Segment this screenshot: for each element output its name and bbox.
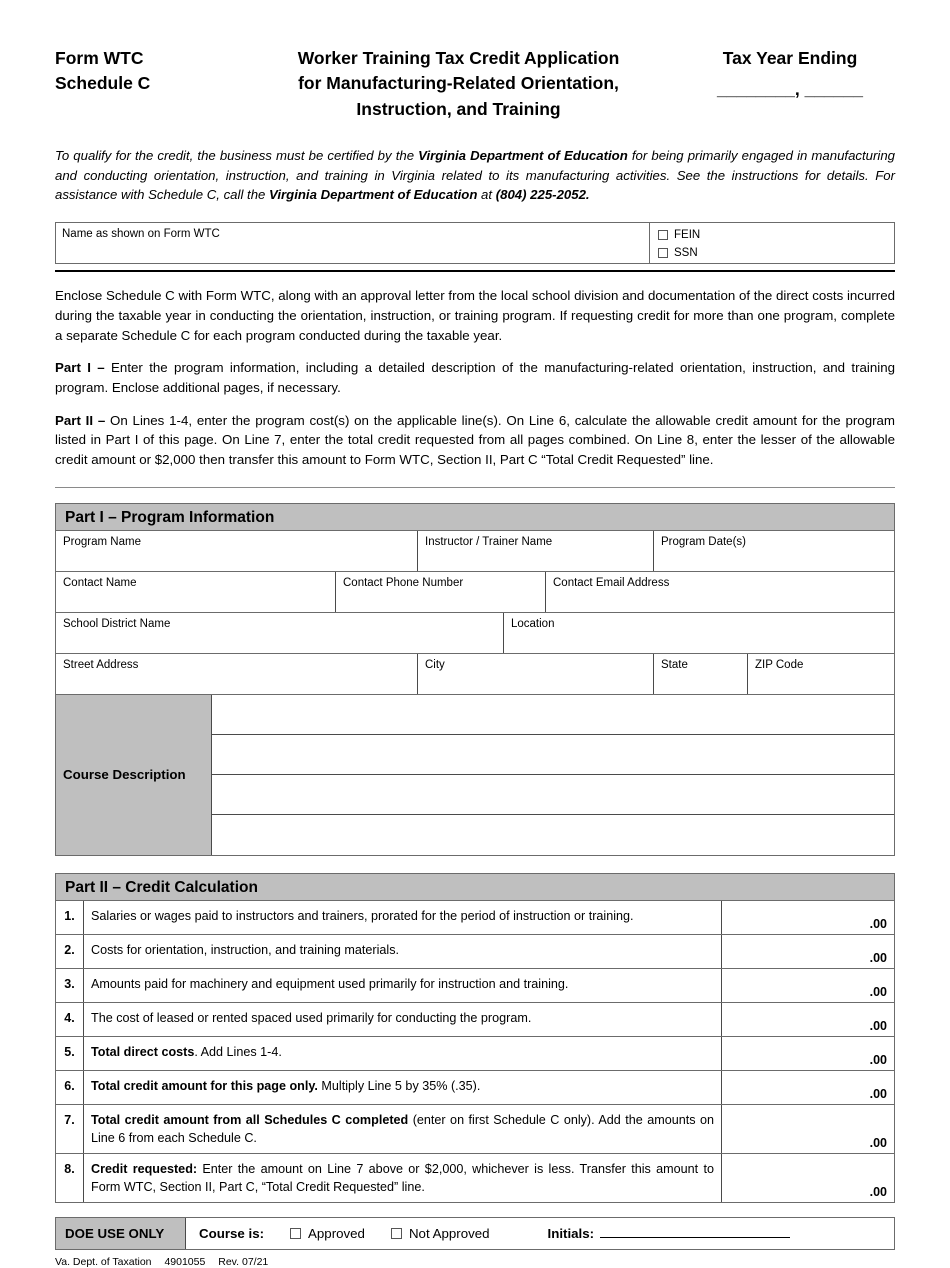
line-amount-suffix: .00: [869, 1135, 887, 1150]
part2-section: [55, 873, 895, 1203]
not-approved-checkbox[interactable]: [391, 1228, 402, 1239]
course-description-label: Course Description: [56, 695, 212, 855]
footnote-form-id: 4901055: [164, 1255, 206, 1268]
line-amount-suffix: .00: [869, 1086, 887, 1101]
initials-input-rule[interactable]: [600, 1226, 790, 1238]
part2-instructions-label: Part II –: [55, 412, 106, 428]
instructor-name-label: Instructor / Trainer Name: [425, 535, 553, 548]
fein-checkbox[interactable]: [658, 230, 668, 240]
course-description-input[interactable]: [212, 695, 894, 855]
line-number: 5.: [56, 1037, 84, 1070]
part1-row-contact: [56, 572, 894, 613]
program-name-label: Program Name: [63, 535, 141, 548]
contact-name-field[interactable]: [56, 572, 336, 612]
state-label: State: [661, 658, 688, 671]
name-field[interactable]: [56, 223, 649, 263]
intro-bold-2: Virginia Department of Education: [269, 186, 478, 202]
form-header: [55, 0, 895, 122]
part2-section-title: Part II – Credit Calculation: [56, 874, 894, 901]
part2-instructions-text: On Lines 1-4, enter the program cost(s) on the applicable line(s). On Line 6, calculate the allowable credit amount for the program listed in Part I of this page. On Line 7, enter the total credit requested from all pages combined. On Line 8, enter the lesser of the allowable credit amount or $2,000 then transfer this amount to Form WTC, Section II, Part C “Total Credit Requested” line.: [55, 412, 895, 468]
form-name-line1: Form WTC: [55, 48, 144, 68]
zip-code-field[interactable]: [748, 654, 894, 694]
line-description: [84, 969, 722, 1002]
line-number: 8.: [56, 1154, 84, 1202]
enclose-instructions: Enclose Schedule C with Form WTC, along with an approval letter from the local school division and documentation of the direct costs incurred during the taxable year in conducting the orientation, instruction, or training program. If requesting credit for more than one program, complete a separate Schedule C for each program conducted during the taxable year.: [55, 288, 895, 343]
street-address-label: Street Address: [63, 658, 139, 671]
header-divider: [55, 270, 895, 272]
line-amount-field[interactable]: [722, 935, 894, 968]
line-description-bold: Total credit amount for this page only.: [91, 1078, 318, 1093]
doe-use-only-label: DOE USE ONLY: [56, 1218, 186, 1249]
line-amount-suffix: .00: [869, 1018, 887, 1033]
approved-option[interactable]: [290, 1226, 365, 1241]
line-number: 4.: [56, 1003, 84, 1036]
intro-text-3: at: [477, 186, 496, 202]
table-row: [56, 1071, 894, 1105]
line-description: [84, 1037, 722, 1070]
form-name-line2: Schedule C: [55, 73, 151, 94]
line-amount-field[interactable]: [722, 1037, 894, 1070]
part1-row-program: [56, 531, 894, 572]
line-amount-field[interactable]: [722, 1071, 894, 1104]
doe-use-only-body: [186, 1226, 894, 1241]
line-amount-field[interactable]: [722, 1003, 894, 1036]
part1-row-district: [56, 613, 894, 654]
state-field[interactable]: [654, 654, 748, 694]
line-description-bold: Total direct costs: [91, 1044, 195, 1059]
initials-label: Initials:: [547, 1225, 595, 1241]
table-row: [56, 935, 894, 969]
line-amount-suffix: .00: [869, 1052, 887, 1067]
form-title-line1: Worker Training Tax Credit Application: [297, 48, 620, 68]
line-description-text: Multiply Line 5 by 35% (.35).: [317, 1078, 481, 1093]
line-description-text: The cost of leased or rented spaced used primarily for conducting the program.: [91, 1010, 532, 1025]
course-description-row: [56, 695, 894, 855]
city-label: City: [425, 658, 445, 671]
part1-row-address: [56, 654, 894, 695]
contact-name-label: Contact Name: [63, 576, 137, 589]
form-title-line2: for Manufacturing-Related Orientation,: [298, 73, 619, 94]
part1-instructions-text: Enter the program information, including a detailed description of the manufacturing-related orientation, instruction, and training program. Enclose additional pages, if necessary.: [55, 360, 895, 396]
intro-phone: (804) 225-2052.: [495, 186, 590, 202]
fein-label: FEIN: [674, 229, 701, 242]
form-footnote: [55, 1256, 895, 1268]
part2-instructions: [55, 411, 895, 470]
line-amount-field[interactable]: [722, 1154, 894, 1202]
line-amount-field[interactable]: [722, 901, 894, 934]
line-description-text: Enter the amount on Line 7 above or $2,000, whichever is less. Transfer this amount to Form WTC, Section II, Part C, “Total Credit Requested” line.: [91, 1161, 714, 1194]
line-description: [84, 901, 722, 934]
line-description: [84, 1071, 722, 1104]
course-description-line[interactable]: [212, 735, 894, 775]
intro-text-1: To qualify for the credit, the business must be certified by the: [55, 148, 419, 164]
ssn-label: SSN: [674, 247, 698, 260]
part1-instructions-label: Part I –: [55, 360, 105, 376]
ssn-option[interactable]: [658, 244, 894, 262]
taxpayer-name-box: [55, 222, 895, 264]
part1-instructions: [55, 358, 895, 397]
course-description-line[interactable]: [212, 815, 894, 855]
id-type-group: [649, 223, 894, 263]
footnote-revision: Rev. 07/21: [218, 1255, 269, 1268]
table-row: [56, 1105, 894, 1154]
line-number: 2.: [56, 935, 84, 968]
line-description: [84, 1003, 722, 1036]
location-label: Location: [511, 617, 555, 630]
intro-bold-1: Virginia Department of Education: [418, 148, 628, 164]
contact-email-field[interactable]: [546, 572, 894, 612]
line-number: 6.: [56, 1071, 84, 1104]
initials-field[interactable]: [548, 1226, 791, 1241]
tax-year-ending-label: Tax Year Ending: [722, 48, 858, 68]
line-amount-suffix: .00: [869, 916, 887, 931]
part1-section: [55, 503, 895, 856]
form-page: [55, 0, 895, 1268]
line-description-text: Costs for orientation, instruction, and training materials.: [91, 942, 399, 957]
program-name-field[interactable]: [56, 531, 418, 571]
line-number: 1.: [56, 901, 84, 934]
contact-phone-field[interactable]: [336, 572, 546, 612]
qualification-notice: [55, 146, 895, 204]
form-title: [240, 46, 685, 122]
ssn-checkbox[interactable]: [658, 248, 668, 258]
name-field-label: Name as shown on Form WTC: [62, 228, 220, 241]
line-description: [84, 1105, 722, 1153]
city-field[interactable]: [418, 654, 654, 694]
not-approved-label: Not Approved: [408, 1225, 490, 1241]
program-dates-field[interactable]: [654, 531, 894, 571]
zip-code-label: ZIP Code: [755, 658, 804, 671]
course-description-line[interactable]: [212, 695, 894, 735]
line-description-text: Amounts paid for machinery and equipment used primarily for instruction and training.: [91, 976, 569, 991]
line-description-text: (enter on first Schedule C only). Add the amounts on Line 6 from each Schedule C.: [91, 1112, 715, 1145]
doe-use-only-box: [55, 1217, 895, 1250]
form-title-line3: Instruction, and Training: [356, 98, 561, 119]
course-description-line[interactable]: [212, 775, 894, 815]
footnote-agency: Va. Dept. of Taxation: [55, 1255, 152, 1268]
form-identifier: [55, 46, 240, 97]
line-description: [84, 935, 722, 968]
line-description-text: Salaries or wages paid to instructors and trainers, prorated for the period of instruction or training.: [91, 908, 634, 923]
location-field[interactable]: [504, 613, 894, 653]
instructor-name-field[interactable]: [418, 531, 654, 571]
contact-phone-label: Contact Phone Number: [343, 576, 464, 589]
line-description-bold: Credit requested:: [91, 1161, 198, 1176]
tax-year-ending-block: [685, 46, 895, 103]
line-amount-field[interactable]: [722, 1105, 894, 1153]
school-district-label: School District Name: [63, 617, 171, 630]
table-row: [56, 1003, 894, 1037]
school-district-field[interactable]: [56, 613, 504, 653]
intro-text-2: for being primarily engaged in manufacturing and conducting orientation, instruction, and training in Virginia related to its manufacturing activities. See the instructions for details. For assistance with Schedule C, call the: [55, 148, 895, 202]
approved-checkbox[interactable]: [290, 1228, 301, 1239]
line-description-text: . Add Lines 1-4.: [194, 1044, 282, 1059]
line-amount-suffix: .00: [869, 1184, 887, 1199]
line-amount-suffix: .00: [869, 984, 887, 999]
fein-option[interactable]: [658, 226, 894, 244]
program-dates-label: Program Date(s): [661, 535, 746, 548]
instructions-divider: [55, 487, 895, 488]
table-row: [56, 1154, 894, 1202]
line-amount-suffix: .00: [869, 950, 887, 965]
table-row: [56, 1037, 894, 1071]
line-amount-field[interactable]: [722, 969, 894, 1002]
tax-year-ending-input[interactable]: ________, ______: [717, 79, 863, 100]
line-description: [84, 1154, 722, 1202]
table-row: [56, 969, 894, 1003]
part1-section-title: Part I – Program Information: [56, 504, 894, 531]
line-number: 3.: [56, 969, 84, 1002]
contact-email-label: Contact Email Address: [553, 576, 670, 589]
street-address-field[interactable]: [56, 654, 418, 694]
not-approved-option[interactable]: [391, 1226, 490, 1241]
line-number: 7.: [56, 1105, 84, 1153]
table-row: [56, 901, 894, 935]
approved-label: Approved: [308, 1225, 365, 1241]
line-description-bold: Total credit amount from all Schedules C completed: [91, 1112, 409, 1127]
course-is-label: Course is:: [199, 1225, 265, 1241]
